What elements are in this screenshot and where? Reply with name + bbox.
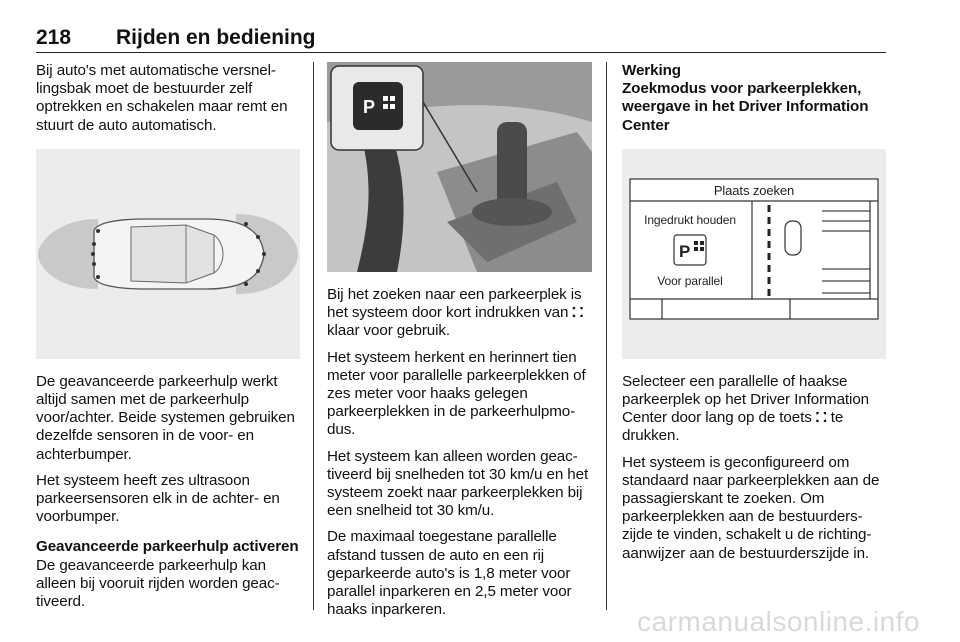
paragraph-activate: De geavanceerde parkeerhulp kan alleen bij vooruit rijden worden geactiveerd. [36, 556, 280, 611]
section-heading-operation: Werking [622, 62, 681, 79]
sensor-diagram [36, 149, 300, 359]
paragraph-recognition: Het systeem herkent en herinnert tien meter voor parallelle parkeerplekken of zes meter voor haaks gelegen parkeerplekken in de parkeerhulpmodus. [327, 348, 586, 439]
paragraph-configuration: Het systeem is geconfigureerd om standaard naar parkeerplekken aan de passagierskant te zoeken. Om parkeerplekken aan de bestuurderszijde te vinden, schakelt u de richtingaanwijzer aan de bestuurderszijde in. [622, 453, 880, 562]
section-heading-activate: Geavanceerde parkeerhulp activeren [36, 538, 299, 556]
paragraph-select-spot: Selecteer een parallelle of haakse parkeerplek op het Driver Information Center door lang op de toets ⛚ te drukken. [622, 372, 870, 445]
column-divider-right [606, 62, 607, 610]
watermark: carmanualsonline.info [637, 606, 920, 637]
column-3 [622, 62, 888, 571]
screen-title: Plaats zoeken [713, 182, 795, 198]
intro-paragraph: Bij auto's met automatische versnellingsbak moet de bestuurder zelf optrekken en schakelen maar remt en stuurt de auto automatisch. [36, 62, 288, 134]
column-divider-left [313, 62, 314, 610]
dic-display-diagram [622, 149, 886, 359]
column-1 [36, 62, 300, 619]
screen-parking-icon: P [679, 241, 691, 261]
paragraph-sensors: Het systeem heeft zes ultrasoon parkeersensoren elk in de achter- en voorbumper. [36, 471, 280, 526]
paragraph-search: Bij het zoeken naar een parkeerplek is het systeem door kort indrukken van ⛚ klaar voor gebruik. [327, 286, 584, 340]
chapter-title: Rijden en bediening [116, 26, 316, 49]
page-header [36, 22, 886, 53]
paragraph-distance: De maximaal toegestane parallelle afstand tussen de auto en een rij geparkeerde auto's is 1,8 meter voor parallel inparkeren en 2,5 meter voor haaks inparkeren. [327, 528, 572, 619]
console-photo [327, 62, 592, 272]
section-subheading-search-mode: Zoekmodus voor parkeerplekken, weergave in het Driver Information Center [622, 80, 869, 134]
paragraph-speed: Het systeem kan alleen worden geactiveerd bij snelheden tot 30 km/u en het systeem zoekt naar parkeerplekken bij een snelheid tot 30 km/u. [327, 447, 589, 520]
page-number: 218 [36, 26, 72, 49]
paragraph-system-combined: De geavanceerde parkeerhulp werkt altijd samen met de parkeerhulp voor/achter. Beide systemen gebruiken dezelfde sensoren in de voor- en achterbumper. [36, 372, 295, 463]
column-2 [327, 62, 592, 627]
screen-parallel-label: Voor parallel [657, 273, 723, 288]
parking-button-label: P [363, 97, 375, 117]
screen-hold-label: Ingedrukt houden [644, 212, 736, 227]
